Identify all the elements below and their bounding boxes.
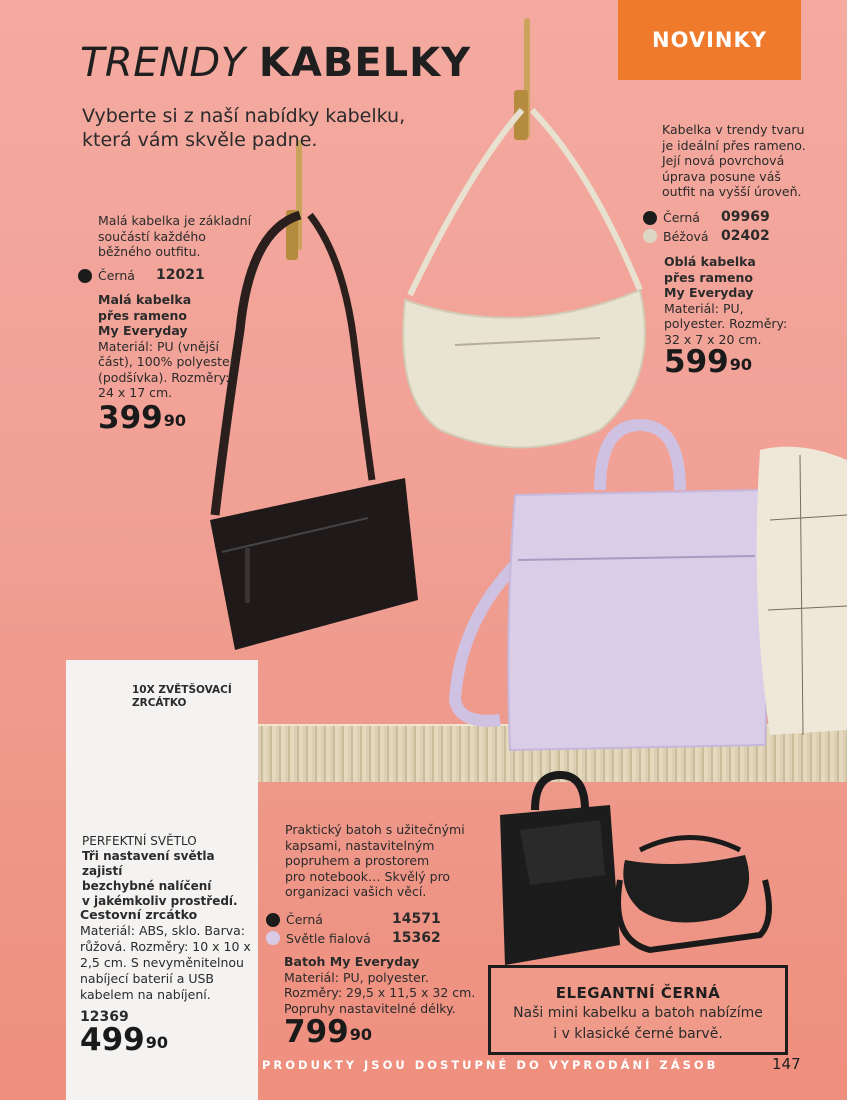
small-bag-color-row <box>78 268 205 284</box>
elegant-black-box <box>488 965 788 1055</box>
color-row <box>643 210 770 226</box>
material-line: Materiál: ABS, sklo. Barva: <box>80 923 245 938</box>
backpack-details <box>284 954 484 1016</box>
price-cents: 90 <box>163 411 186 430</box>
lilac-swatch-icon <box>266 931 280 945</box>
callout-line: 10X ZVĚTŠOVACÍ <box>132 684 232 696</box>
desc-line: Malá kabelka je základní <box>98 213 252 228</box>
light-text-line: Tři nastavení světla zajistí <box>82 849 215 878</box>
price-cents: 90 <box>349 1025 372 1044</box>
material-line: nabíjecí baterií a USB <box>80 971 215 986</box>
black-swatch-icon <box>266 913 280 927</box>
material-line: Materiál: PU, polyester. <box>284 969 429 985</box>
beige-swatch-icon <box>643 229 657 243</box>
product-code: 12369 <box>80 1009 129 1025</box>
black-swatch-icon <box>643 211 657 225</box>
round-beige-bag-image <box>403 110 645 448</box>
round-bag-details <box>664 254 834 347</box>
backpack-description <box>285 822 475 900</box>
product-name: Cestovní zrcátko <box>80 907 198 922</box>
material-line: (podšívka). Rozměry: <box>98 369 230 385</box>
product-name: Batoh My Everyday <box>284 954 420 969</box>
price-main: 599 <box>664 344 729 380</box>
desc-line: je ideální přes rameno. <box>662 137 806 153</box>
subtitle-line: Vyberte si z naší nabídky kabelku, <box>82 105 406 127</box>
price-main: 799 <box>284 1014 349 1050</box>
color-name: Světle fialová <box>286 930 371 946</box>
material-line: 32 x 7 x 20 cm. <box>664 331 762 347</box>
material-line: Rozměry: 29,5 x 11,5 x 32 cm. <box>284 985 476 1000</box>
color-name: Černá <box>98 268 135 283</box>
backpack-price <box>284 1016 372 1048</box>
black-backpack-image <box>500 775 620 965</box>
product-name-line: Malá kabelka <box>98 292 192 307</box>
small-bag-description <box>98 213 258 260</box>
material-line: polyester. Rozměry: <box>664 316 788 331</box>
price-cents: 90 <box>145 1033 168 1052</box>
desc-line: popruhem a prostorem <box>285 853 430 868</box>
mirror-price <box>80 1024 168 1056</box>
lilac-backpack-image <box>455 425 767 750</box>
color-name: Černá <box>663 210 700 225</box>
light-title: PERFEKTNÍ SVĚTLO <box>82 834 197 848</box>
light-text-line: bezchybné nalíčení <box>82 879 212 893</box>
backpack-colors <box>266 912 441 946</box>
page-number: 147 <box>772 1055 801 1073</box>
box-text-line: i v klasické černé barvě. <box>553 1026 723 1042</box>
color-row <box>643 229 770 245</box>
color-row <box>266 931 441 947</box>
product-name-line: My Everyday <box>98 323 188 338</box>
material-line: část), 100% polyester <box>98 354 235 369</box>
material-line: Materiál: PU, <box>664 300 744 316</box>
footer-note: PRODUKTY JSOU DOSTUPNÉ DO VYPRODÁNÍ ZÁSOB <box>262 1058 719 1072</box>
product-code: 14571 <box>392 911 441 927</box>
material-line: růžová. Rozměry: 10 x 10 x <box>80 939 251 954</box>
small-black-bag-image <box>210 215 418 650</box>
round-bag-colors <box>643 210 770 244</box>
material-line: 24 x 17 cm. <box>98 385 173 400</box>
product-code: 12021 <box>156 267 205 283</box>
material-line: Popruhy nastavitelné délky. <box>284 1000 456 1016</box>
desc-line: pro notebook… Skvělý pro <box>285 868 451 884</box>
price-main: 399 <box>98 400 163 436</box>
material-line: kabelem na nabíjení. <box>80 987 211 1002</box>
new-badge: NOVINKY <box>618 0 801 80</box>
desc-line: Její nová povrchová <box>662 153 785 168</box>
color-name: Černá <box>286 912 323 927</box>
small-bag-details <box>98 292 248 401</box>
round-bag-price <box>664 346 752 378</box>
black-mini-bag-image <box>618 838 769 951</box>
product-name-line: přes rameno <box>98 307 187 323</box>
material-line: Materiál: PU (vnější <box>98 338 219 354</box>
desc-line: Praktický batoh s užitečnými <box>285 822 465 837</box>
subtitle-line: která vám skvěle padne. <box>82 129 318 151</box>
mirror-light-info <box>82 834 254 909</box>
mirror-details <box>80 907 258 1025</box>
desc-line: běžného outfitu. <box>98 244 201 259</box>
color-row <box>266 912 441 928</box>
product-name-line: Oblá kabelka <box>664 254 756 269</box>
black-swatch-icon <box>78 269 92 283</box>
small-bag-price <box>98 402 186 434</box>
product-code: 15362 <box>392 929 441 946</box>
product-name-line: přes rameno <box>664 269 753 285</box>
material-line: 2,5 cm. S nevyměnitelnou <box>80 955 244 970</box>
product-name-line: My Everyday <box>664 285 754 300</box>
price-cents: 90 <box>729 355 752 374</box>
mirror-callout <box>132 684 232 710</box>
light-text-line: v jakémkoliv prostředí. <box>82 894 238 908</box>
desc-line: outfit na vyšší úroveň. <box>662 184 802 199</box>
product-code: 09969 <box>721 209 770 225</box>
desc-line: součástí každého <box>98 228 206 244</box>
price-main: 499 <box>80 1022 145 1058</box>
desc-line: úprava posune váš <box>662 168 781 184</box>
title-light: TRENDY <box>80 40 246 86</box>
desc-line: Kabelka v trendy tvaru <box>662 122 805 137</box>
box-title: ELEGANTNÍ ČERNÁ <box>555 984 721 1002</box>
color-name: Béžová <box>663 228 709 244</box>
page-title <box>80 40 471 86</box>
box-text-line: Naši mini kabelku a batoh nabízíme <box>513 1005 763 1021</box>
desc-line: organizaci vašich věcí. <box>285 884 427 899</box>
title-bold: KABELKY <box>258 40 472 86</box>
round-bag-description <box>662 122 842 200</box>
cushion-image <box>757 447 847 735</box>
subtitle <box>82 104 405 152</box>
product-code: 02402 <box>721 227 770 244</box>
desc-line: kapsami, nastavitelným <box>285 837 435 853</box>
callout-line: ZRCÁTKO <box>132 697 187 709</box>
